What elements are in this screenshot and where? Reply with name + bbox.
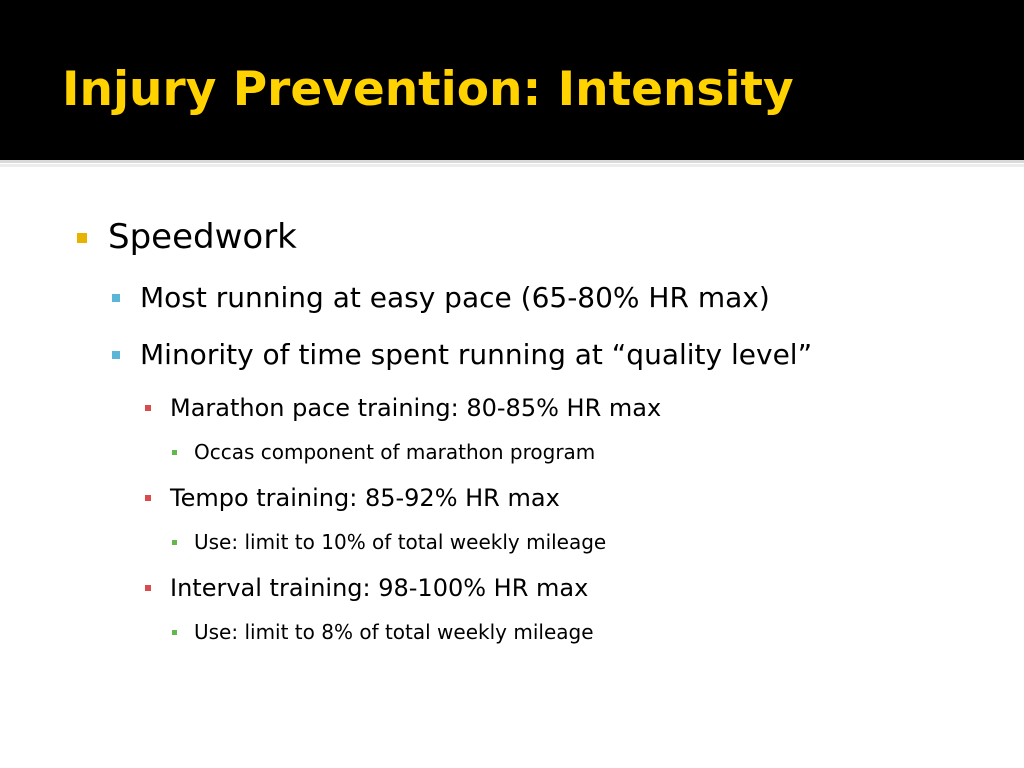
title-divider-shadow [0, 164, 1024, 167]
quality-level-bullet: Minority of time spent running at “quality level” [140, 338, 813, 371]
level-4-bullet-icon [172, 450, 177, 455]
tempo-note-bullet: Use: limit to 10% of total weekly mileage [194, 530, 607, 554]
level-3-bullet-icon [145, 585, 151, 591]
slide-title: Injury Prevention: Intensity [62, 62, 794, 117]
easy-pace-bullet: Most running at easy pace (65-80% HR max) [140, 281, 770, 314]
level-2-bullet-icon [112, 294, 120, 302]
level-4-bullet-icon [172, 630, 177, 635]
level-3-bullet-icon [145, 495, 151, 501]
interval-bullet: Interval training: 98-100% HR max [170, 574, 589, 602]
level-3-bullet-icon [145, 405, 151, 411]
marathon-note-bullet: Occas component of marathon program [194, 440, 596, 464]
marathon-pace-bullet: Marathon pace training: 80-85% HR max [170, 394, 662, 422]
title-divider [0, 160, 1024, 163]
level-2-bullet-icon [112, 351, 120, 359]
level-4-bullet-icon [172, 540, 177, 545]
speedwork-bullet: Speedwork [108, 217, 297, 257]
level-1-bullet-icon [77, 233, 87, 243]
interval-note-bullet: Use: limit to 8% of total weekly mileage [194, 620, 594, 644]
tempo-bullet: Tempo training: 85-92% HR max [170, 484, 560, 512]
